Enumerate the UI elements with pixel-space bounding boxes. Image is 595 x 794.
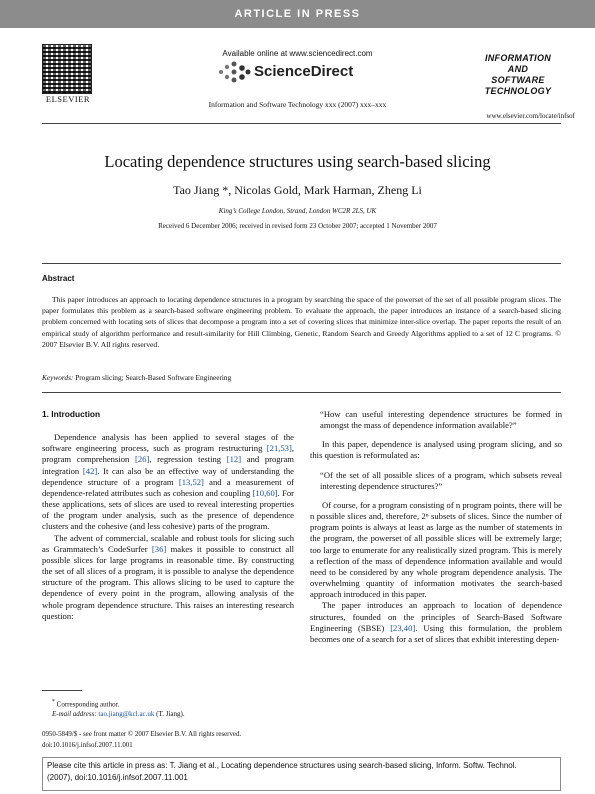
article-title: Locating dependence structures using search-based slicing (104, 152, 491, 171)
sciencedirect-dots-icon (217, 60, 251, 84)
journal-url-link[interactable]: www.elsevier.com/locate/infsof (486, 112, 575, 120)
paragraph: The advent of commercial, scalable and robust tools for slicing such as Grammatech’s CodeSurfer [36] makes it possible to construct all possible slices for large programs in reasonable time. By constructing the set of all slices of a program, it is possible to analyse the dependence structure of the program. This allows slicing to be used to capture the dependence of every point in the program, allowing analysis of the whole program dependence structure. This raises an interesting research question: (42, 532, 294, 621)
header-divider (42, 123, 561, 124)
paragraph: The paper introduces an approach to location of dependence structures, founded on the principles of Search-Based Software Engineering (SBSE) [23,40]. Using this formulation, the problem becomes one of a search for a set of slices that exhibit interesting depen- (310, 600, 562, 644)
received-dates: Received 6 December 2006; received in revised form 23 October 2007; accepted 1 November 2007 (158, 222, 437, 230)
doi-text: doi:10.1016/j.infsof.2007.11.001 (42, 741, 133, 749)
paragraph: Of course, for a program consisting of n program points, there will be n possible slices and, therefore, 2ⁿ subsets of slices. Since the number of program points is always at least as large as the number of statements in the program, the powerset of all possible slices will be extremely large; too large to enumerate for any realistically sized program. This is merely a reflection of the mass of dependence information available and would need to be considered by any whole program dependence analysis. The overwhelming quantity of information motivates the search-based approach introduced in this paper. (310, 499, 562, 600)
citation-link[interactable]: [10,60] (252, 487, 278, 498)
article-in-press-banner: ARTICLE IN PRESS (0, 0, 595, 28)
keywords-list: Program slicing; Search-Based Software Engineering (75, 373, 232, 382)
abstract-bottom-divider (42, 392, 561, 393)
right-column (310, 409, 562, 645)
keywords-line (42, 373, 231, 382)
journal-logo-line: AND (507, 64, 529, 74)
author-affiliation: King’s College London, Strand, London WC2R 2LS, UK (218, 207, 377, 215)
citation-notice-line: Please cite this article in press as: T. Jiang et al., Locating dependence structures using search-based slicing, Inform. Softw. Technol. (47, 761, 517, 770)
copyright-notice: 0950-5849/$ - see front matter © 2007 Elsevier B.V. All rights reserved. doi:10.1016/j.infsof.2007.11.001 (42, 730, 241, 751)
section-heading: 1. Introduction (42, 409, 101, 419)
sciencedirect-wordmark: ScienceDirect (254, 63, 354, 80)
journal-logo-line: TECHNOLOGY (484, 86, 552, 96)
journal-logo-line: SOFTWARE (491, 75, 545, 85)
article-authors: Tao Jiang *, Nicolas Gold, Mark Harman, Zheng Li (173, 183, 422, 197)
citation-link[interactable]: [13,52] (178, 476, 204, 487)
author-email-link[interactable]: tao.jiang@kcl.ac.uk (98, 710, 155, 719)
citation-link[interactable]: [23,40] (390, 622, 416, 633)
citation-link[interactable]: [21,53] (266, 443, 292, 454)
corresponding-author-footnote: * Corresponding author. E-mail address: tao.jiang@kcl.ac.uk (T. Jiang). (52, 699, 185, 719)
keywords-label: Keywords: (42, 373, 74, 382)
abstract-top-divider (42, 263, 561, 264)
available-online-text: Available online at www.sciencedirect.com (222, 49, 373, 58)
abstract-text: This paper introduces an approach to locating dependence structures in a program by searching the space of the powerset of the set of all possible program slices. The paper formulates this problem as a search-based software engineering problem. To evaluate the approach, the paper introduces an instance of a search-based slicing problem concerned with locating sets of slices that decompose a program into a set of covering slices that minimize inter-slice overlap. The paper reports the result of an empirical study of algorithm performance and result-similarity for Hill Climbing, Genetic, Random Search and Greedy Algorithms applied to a set of 12 C programs. © 2007 Elsevier B.V. All rights reserved. (42, 295, 561, 349)
citation-link[interactable]: [36] (151, 543, 167, 554)
citation-link[interactable]: [12] (226, 454, 242, 465)
journal-logo (478, 53, 558, 97)
paragraph: Dependence analysis has been applied to several stages of the software engineering process, such as program restructuring [21,53], program comprehension [26], regression testing [12] and program integration [42]. It can also be an effective way of understanding the dependence structure of a program [13,52] and a measurement of dependence-related attributes such as cohesion and coupling [10,60]. For these applications, sets of slices are used to reveal interesting properties of the program under analysis, such as the presence of dependence clusters and the cohesive (and less cohesive) parts of the program. (42, 432, 295, 532)
paragraph: In this paper, dependence is analysed using program slicing, and so this question is reformulated as: (310, 439, 562, 461)
citation-notice-box (42, 757, 561, 791)
left-column (42, 409, 294, 622)
reformulated-question-quote: “Of the set of all possible slices of a program, which subsets reveal interesting dependence structures?” (320, 469, 562, 491)
abstract-heading: Abstract (42, 274, 75, 283)
journal-logo-line: INFORMATION (484, 53, 552, 63)
citation-link[interactable]: [42] (82, 465, 98, 476)
research-question-quote: “How can useful interesting dependence structures be formed in amongst the mass of dependence information available?” (320, 409, 562, 431)
citation-link[interactable]: [26] (134, 454, 150, 465)
journal-issue-line: Information and Software Technology xxx (2007) xxx–xxx (208, 100, 387, 109)
footnote-divider (42, 690, 82, 691)
citation-notice-line: (2007), doi:10.1016/j.infsof.2007.11.001 (47, 773, 188, 782)
publisher-name: ELSEVIER (45, 94, 91, 104)
